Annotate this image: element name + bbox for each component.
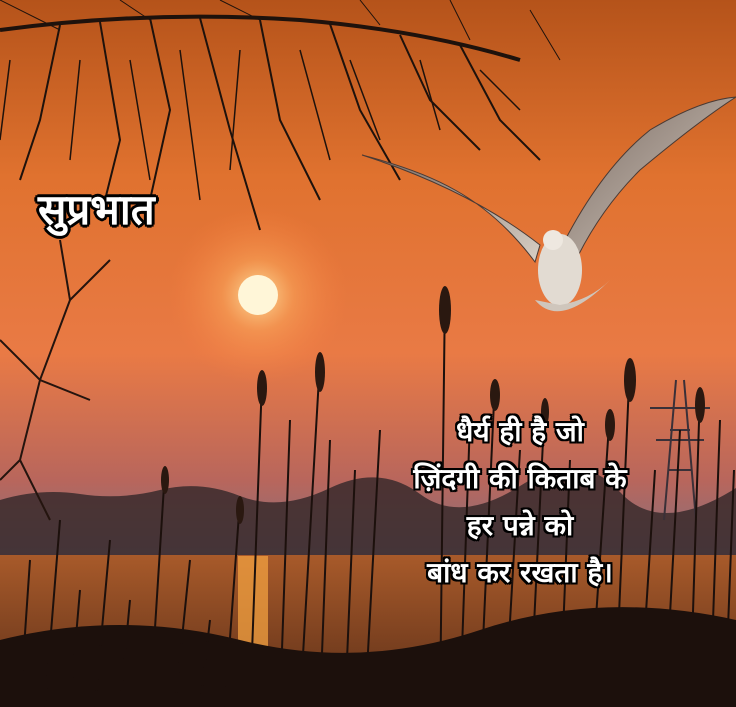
greeting-title: सुप्रभात (38, 185, 155, 234)
gull-head (543, 230, 563, 250)
sun (238, 275, 278, 315)
quote-line: बांध कर रखता है। (427, 556, 613, 589)
quote-line: ज़िंदगी की किताब के (413, 462, 627, 495)
quote-text (370, 408, 670, 596)
quote-line: हर पन्ने को (466, 509, 574, 542)
quote-line: धैर्य ही है जो (456, 415, 584, 448)
